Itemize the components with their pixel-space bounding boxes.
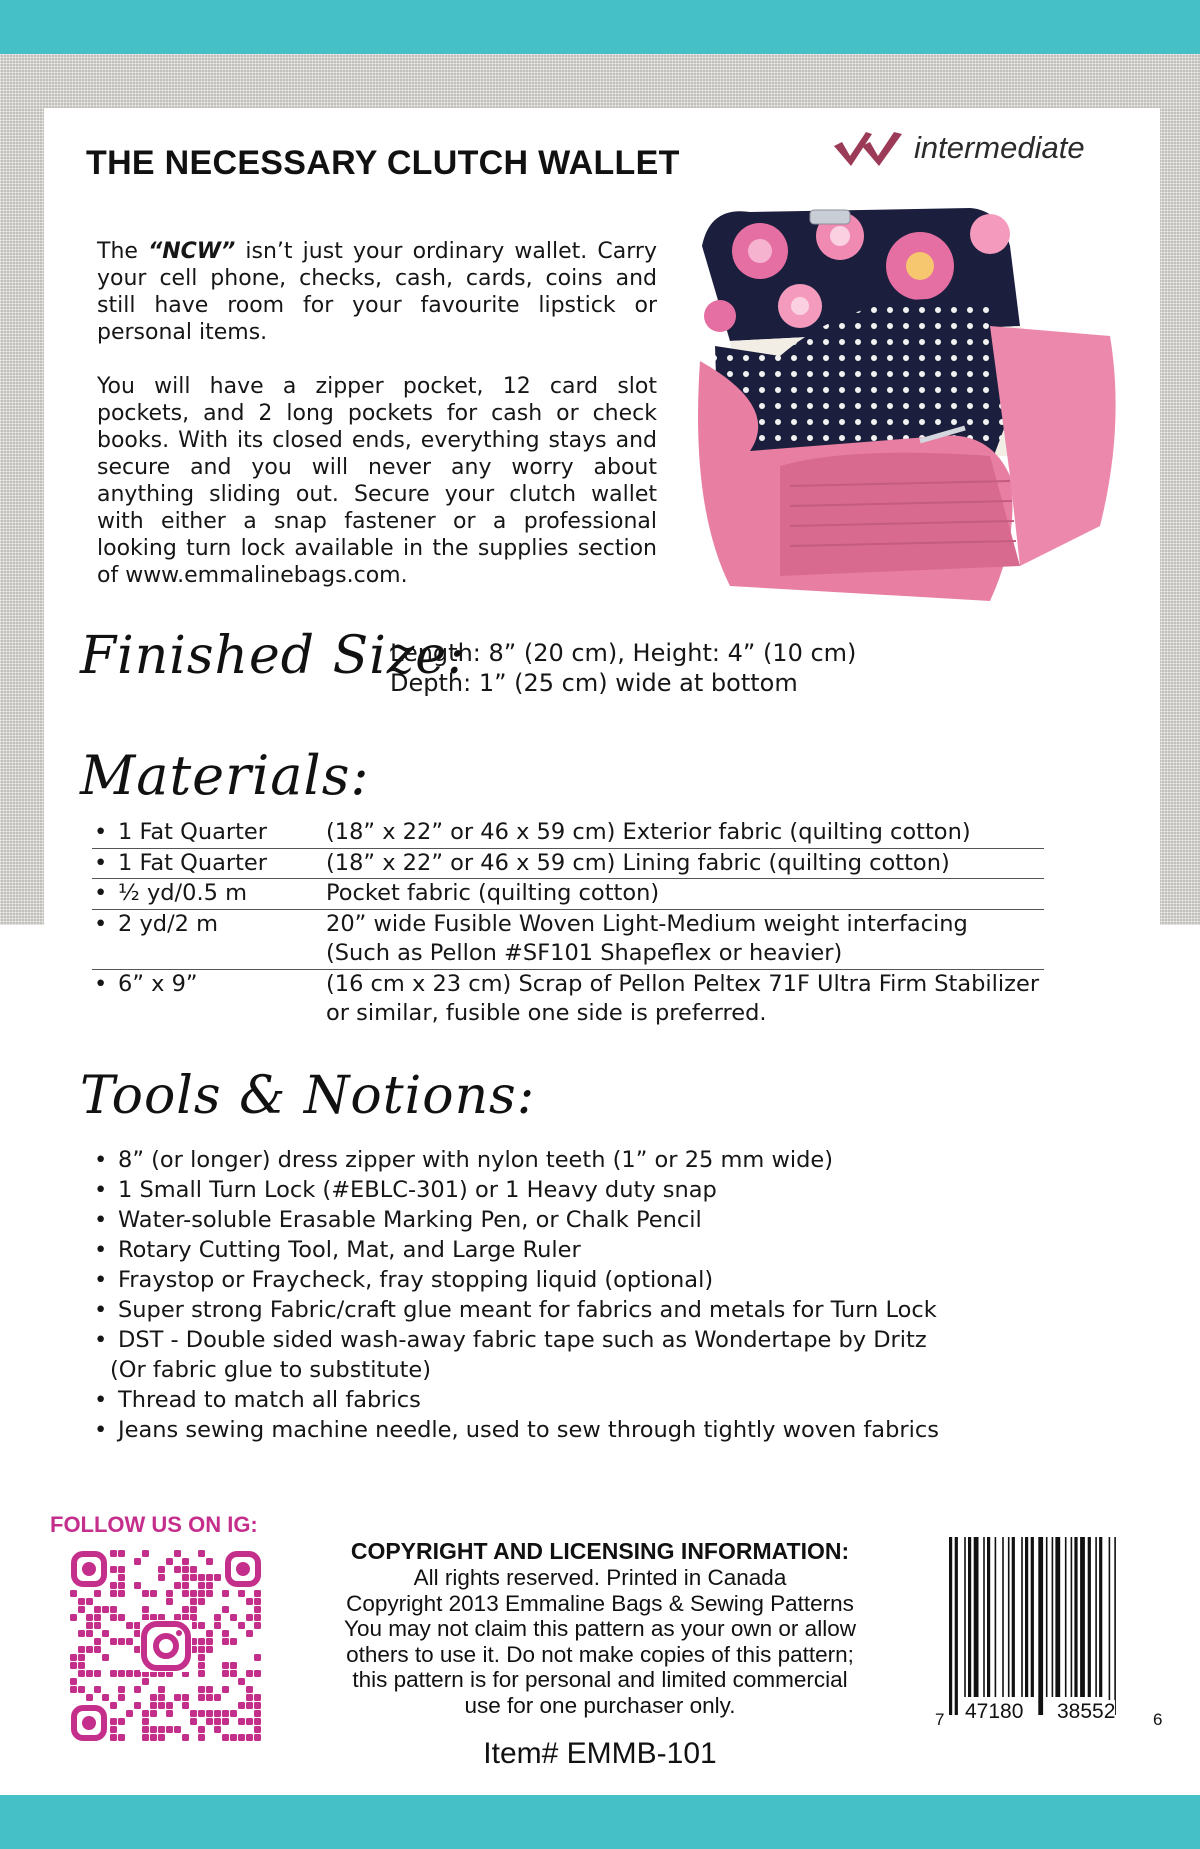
materials-list xyxy=(92,818,1044,1029)
intro-text xyxy=(97,238,657,616)
finished-size-line-2: Depth: 1” (25 cm) wide at bottom xyxy=(390,669,798,697)
material-quantity: • 1 Fat Quarter xyxy=(92,849,326,879)
finished-size-details xyxy=(390,638,856,698)
copyright-line: use for one purchaser only. xyxy=(464,1692,736,1718)
materials-row xyxy=(92,910,1044,970)
list-item: • 1 Small Turn Lock (#EBLC-301) or 1 Heavy duty snap xyxy=(92,1175,939,1205)
finished-size-line-1: Length: 8” (20 cm), Height: 4” (10 cm) xyxy=(390,639,857,667)
intro-paragraph-2: You will have a zipper pocket, 12 card slot pockets, and 2 long pockets for cash or check books. With its closed ends, everything stays and secure and you will never any worry about anything sliding out. Secure your clutch wallet with either a snap fastener or a professional looking turn lock available in the supplies section of www.emmalinebags.com. xyxy=(97,374,657,588)
list-item: • Super strong Fabric/craft glue meant for fabrics and metals for Turn Lock xyxy=(92,1295,939,1325)
copyright-line: All rights reserved. Printed in Canada xyxy=(413,1565,787,1590)
barcode-digit-trailing: 6 xyxy=(1153,1710,1163,1729)
wallet-product-photo xyxy=(690,206,1130,606)
page-title: THE NECESSARY CLUTCH WALLET xyxy=(86,144,680,182)
list-item: • Rotary Cutting Tool, Mat, and Large Ruler xyxy=(92,1235,939,1265)
tools-heading: Tools & Notions: xyxy=(80,1066,536,1126)
ncw-abbreviation: “NCW” xyxy=(148,239,236,264)
material-quantity: • 6” x 9” xyxy=(92,970,326,1029)
upc-barcode xyxy=(935,1537,1165,1727)
material-quantity: • 1 Fat Quarter xyxy=(92,818,326,848)
double-check-marks-icon xyxy=(832,128,908,168)
skill-level-label: intermediate xyxy=(914,130,1085,165)
list-item: • 8” (or longer) dress zipper with nylon teeth (1” or 25 mm wide) xyxy=(92,1145,939,1175)
instagram-follow-label: FOLLOW US ON IG: xyxy=(50,1512,258,1537)
material-description: (18” x 22” or 46 x 59 cm) Lining fabric (quilting cotton) xyxy=(326,849,950,876)
intro-p1-rest: isn’t just your ordinary wallet. Carry your cell phone, checks, cash, cards, coins and still have room for your favourite lipstick or personal items. xyxy=(97,239,657,345)
barcode-digit-group-1: 47180 xyxy=(965,1700,1024,1723)
item-number: Item# EMMB-101 xyxy=(483,1737,717,1770)
barcode-digit-leading: 7 xyxy=(935,1710,945,1729)
copyright-line: others to use it. Do not make copies of this pattern; xyxy=(346,1641,854,1667)
material-description-line-2: or similar, fusible one side is preferred. xyxy=(326,1000,767,1026)
list-item: • DST - Double sided wash-away fabric tape such as Wondertape by Dritz xyxy=(92,1325,939,1355)
materials-row xyxy=(92,879,1044,910)
material-description-line-1: 20” wide Fusible Woven Light-Medium weight interfacing xyxy=(326,910,968,937)
list-item: • Water-soluble Erasable Marking Pen, or Chalk Pencil xyxy=(92,1205,939,1235)
list-item: • Jeans sewing machine needle, used to sew through tightly woven fabrics xyxy=(92,1415,939,1445)
copyright-line: this pattern is for personal and limited commercial xyxy=(352,1667,848,1692)
instagram-qr-code[interactable] xyxy=(70,1550,262,1742)
materials-heading: Materials: xyxy=(80,744,370,807)
list-item: • Thread to match all fabrics xyxy=(92,1385,939,1415)
skill-level xyxy=(832,128,1085,168)
material-quantity: • 2 yd/2 m xyxy=(92,910,326,969)
material-quantity: • ½ yd/0.5 m xyxy=(92,879,326,909)
copyright-block xyxy=(300,1537,900,1718)
bottom-color-band xyxy=(0,1795,1200,1849)
copyright-line: Copyright 2013 Emmaline Bags & Sewing Patterns xyxy=(346,1590,854,1616)
material-description: (18” x 22” or 46 x 59 cm) Exterior fabric (quilting cotton) xyxy=(326,819,971,845)
finished-size-heading: Finished Size: xyxy=(80,626,466,686)
material-description-line-2: (Such as Pellon #SF101 Shapeflex or heavier) xyxy=(326,940,843,966)
list-item: • Fraystop or Fraycheck, fray stopping liquid (optional) xyxy=(92,1265,939,1295)
list-item-continuation: (Or fabric glue to substitute) xyxy=(110,1357,432,1383)
intro-paragraph-1 xyxy=(97,238,657,346)
material-description xyxy=(326,910,1044,969)
material-description-line-1: (16 cm x 23 cm) Scrap of Pellon Peltex 71F Ultra Firm Stabilizer xyxy=(326,970,1040,997)
copyright-line: You may not claim this pattern as your own or allow xyxy=(344,1616,856,1641)
intro-p1-prefix: The xyxy=(97,239,149,264)
copyright-heading: COPYRIGHT AND LICENSING INFORMATION: xyxy=(350,1538,850,1564)
materials-row xyxy=(92,970,1044,1029)
materials-row xyxy=(92,849,1044,880)
material-description xyxy=(326,970,1044,1029)
tools-list xyxy=(92,1145,939,1445)
material-description: Pocket fabric (quilting cotton) xyxy=(326,880,660,906)
top-color-band xyxy=(0,0,1200,54)
materials-row xyxy=(92,818,1044,849)
barcode-digit-group-2: 38552 xyxy=(1057,1700,1116,1723)
